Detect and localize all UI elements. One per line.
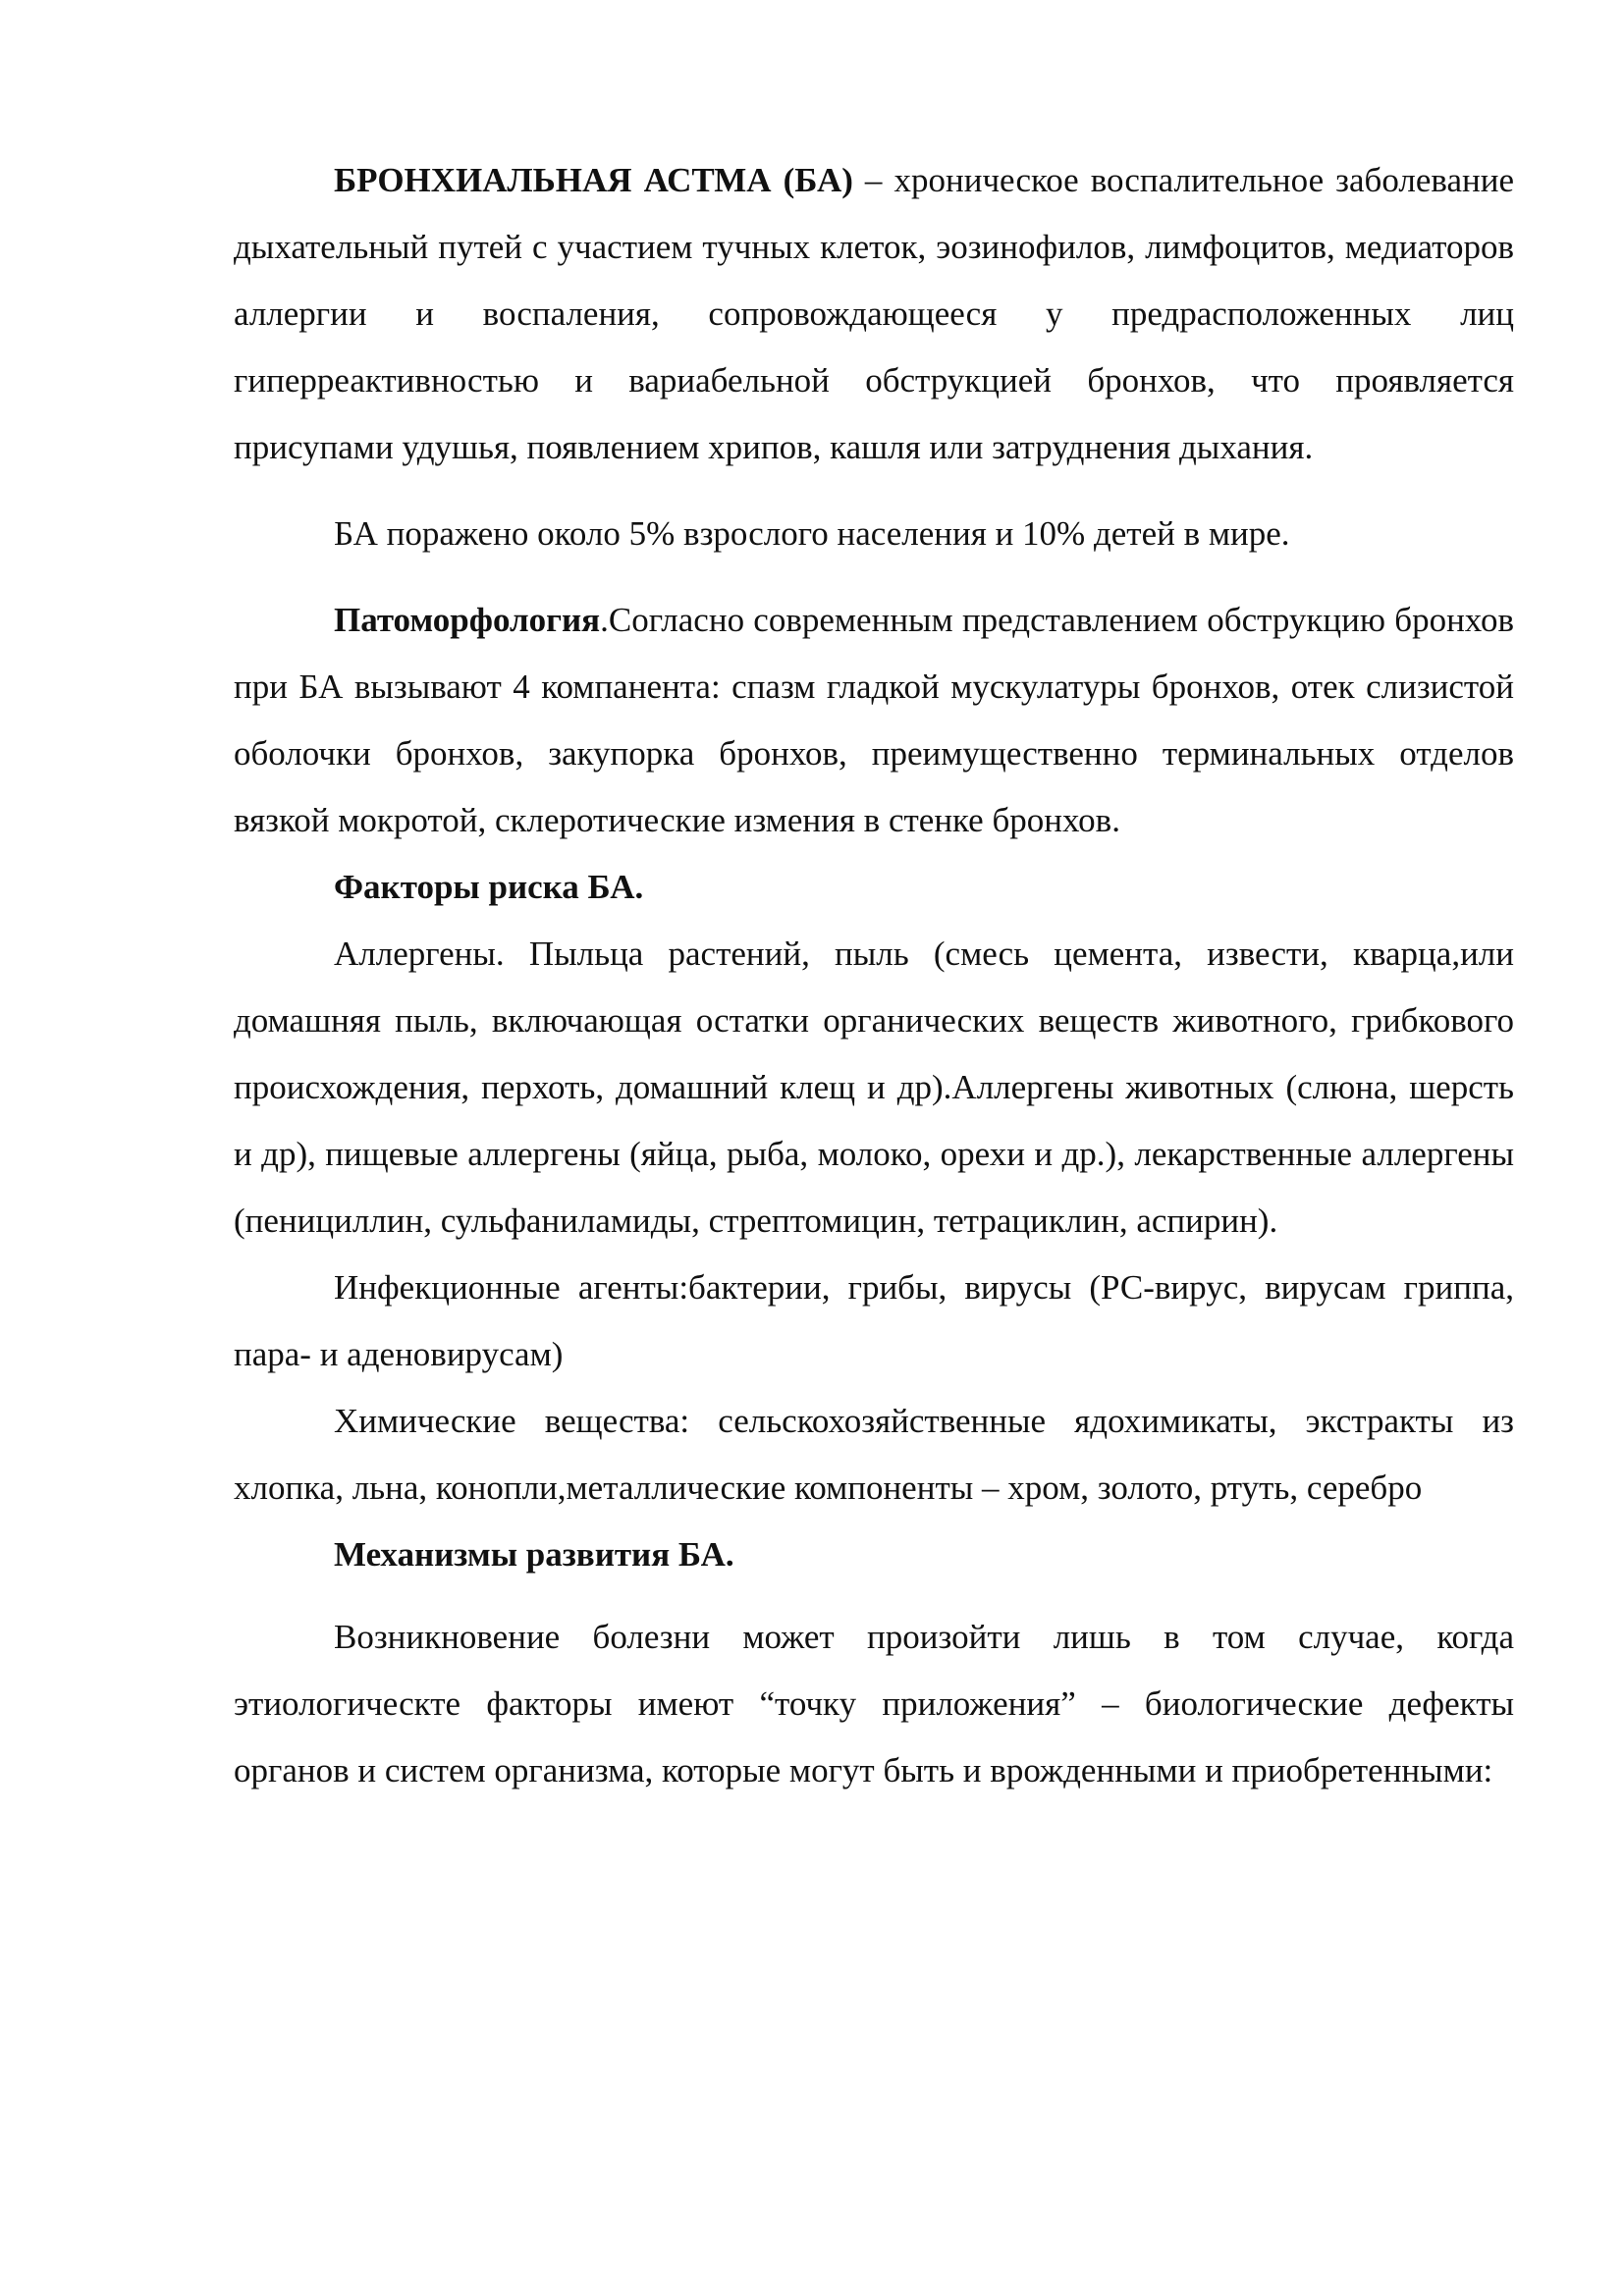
intro-text: – хроническое воспалительное заболевание дыхательный путей с участием тучных клеток, эозинофилов, лимфоцитов, медиаторов аллергии и воспаления, сопровождающееся у предрасположенных лиц гиперреактивностью и вариабельной обструкцией бронхов, что проявляется присупами удушья, появлением хрипов, кашля или затруднения дыхания. bbox=[234, 161, 1514, 466]
allergens-paragraph: Аллергены. Пыльца растений, пыль (смесь цемента, извести, кварца,или домашняя пыль, включающая остатки органических веществ животного, грибкового происхождения, перхоть, домашний клещ и др).Аллергены животных (слюна, шерсть и др), пищевые аллергены (яйца, рыба, молоко, орехи и др.), лекарственные аллергены (пенициллин, сульфаниламиды, стрептомицин, тетрациклин, аспирин). bbox=[234, 934, 1514, 1240]
intro-paragraph bbox=[234, 147, 1514, 481]
mechanisms-heading: Механизмы развития БА. bbox=[334, 1535, 734, 1574]
pathomorphology-text: .Согласно современным представлением обструкцию бронхов при БА вызывают 4 компанента: спазм гладкой мускулатуры бронхов, отек слизистой оболочки бронхов, закупорка бронхов, преимущественно терминальных отделов вязкой мокротой, склеротические измения в стенке бронхов. bbox=[234, 601, 1514, 839]
prevalence-paragraph: БА поражено около 5% взрослого населения и 10% детей в мире. bbox=[334, 514, 1290, 553]
mechanisms-paragraph: Возникновение болезни может произойти лишь в том случае, когда этиологическте факторы имеют “точку приложения” – биологические дефекты органов и систем организма, которые могут быть и врожденными и приобретенными: bbox=[234, 1618, 1514, 1789]
infectious-agents-paragraph: Инфекционные агенты:бактерии, грибы, вирусы (РС-вирус, вирусам гриппа, пара- и аденовирусам) bbox=[234, 1268, 1514, 1373]
pathomorphology-paragraph bbox=[234, 587, 1514, 854]
risk-factors-heading: Факторы риска БА. bbox=[334, 868, 644, 906]
pathomorphology-term: Патоморфология bbox=[334, 601, 601, 639]
document-page bbox=[234, 147, 1514, 1804]
chemical-substances-paragraph: Химические вещества: сельскохозяйственные ядохимикаты, экстракты из хлопка, льна, конопли,металлические компоненты – хром, золото, ртуть, серебро bbox=[234, 1402, 1514, 1507]
intro-term: БРОНХИАЛЬНАЯ АСТМА (БА) bbox=[334, 161, 853, 199]
